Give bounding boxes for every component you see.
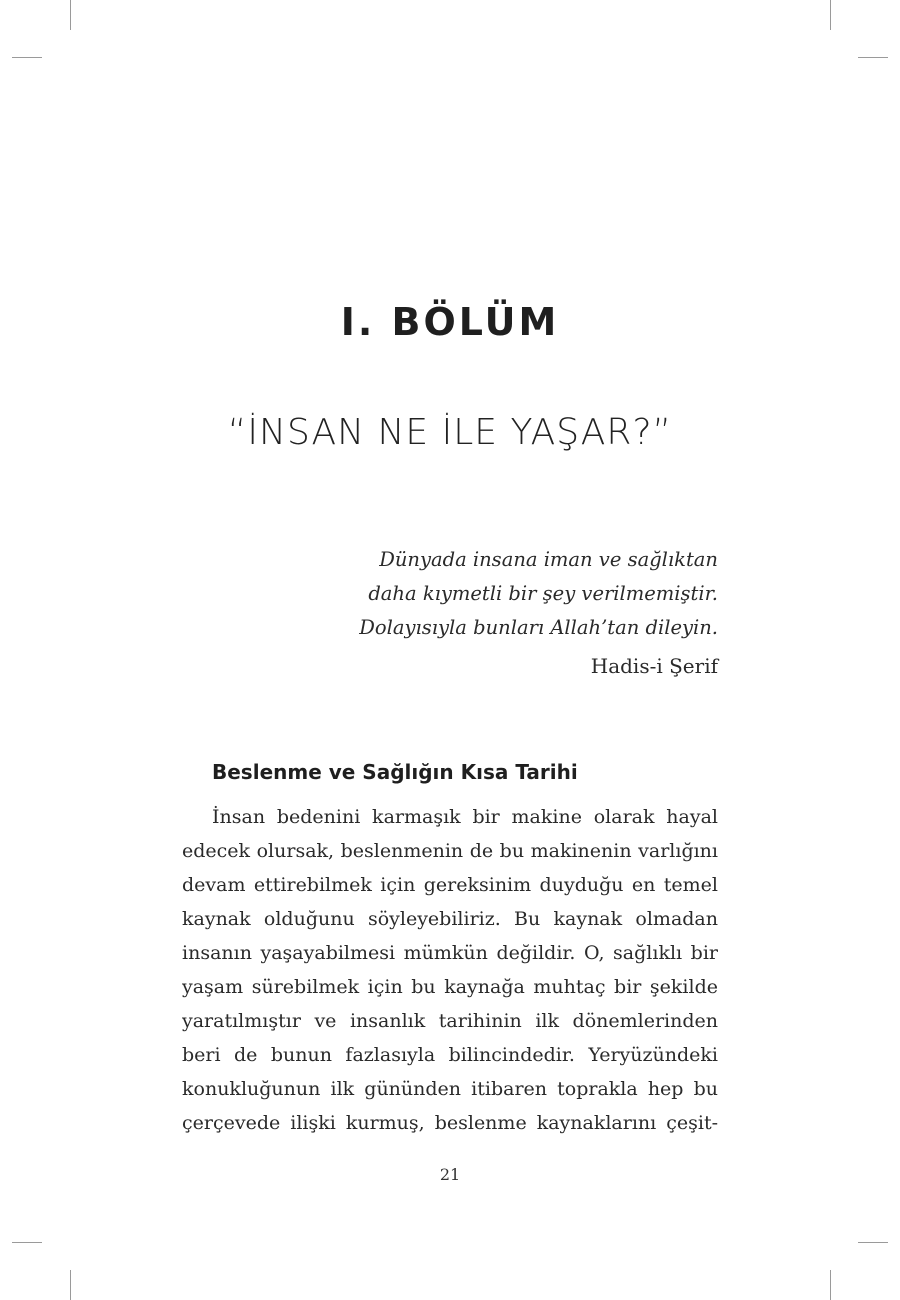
body-line: insanın yaşayabilmesi mümkün değildir. O, sağlıklı bir <box>182 942 718 964</box>
crop-mark-top-left-horizontal <box>12 57 42 58</box>
body-line: kaynak olduğunu söyleyebiliriz. Bu kaynak olmadan <box>182 908 718 930</box>
epigraph-source: Hadis-i Şerif <box>590 654 718 678</box>
crop-mark-bottom-left-horizontal <box>12 1242 42 1243</box>
body-line: beri de bunun fazlasıyla bilincindedir. Yeryüzündeki <box>182 1044 718 1066</box>
body-line: edecek olursak, beslenmenin de bu makinenin varlığını <box>182 840 718 862</box>
body-paragraph <box>182 800 718 1140</box>
section-heading: Beslenme ve Sağlığın Kısa Tarihi <box>212 760 578 784</box>
body-line: devam ettirebilmek için gereksinim duyduğu en temel <box>182 874 718 896</box>
crop-mark-top-right-horizontal <box>858 57 888 58</box>
body-line: çerçevede ilişki kurmuş, beslenme kaynaklarını çeşit- <box>182 1112 718 1134</box>
epigraph <box>359 543 718 683</box>
crop-mark-bottom-left <box>70 1270 71 1300</box>
crop-mark-top-left <box>70 0 71 30</box>
body-line: İnsan bedenini karmaşık bir makine olarak hayal <box>212 806 718 828</box>
epigraph-line: daha kıymetli bir şey verilmemiştir. <box>368 582 718 605</box>
body-line: yaratılmıştır ve insanlık tarihinin ilk dönemlerinden <box>182 1010 718 1032</box>
epigraph-line: Dolayısıyla bunları Allah’tan dileyin. <box>359 616 718 639</box>
body-line: konukluğunun ilk gününden itibaren toprakla hep bu <box>182 1078 718 1100</box>
crop-mark-top-right <box>830 0 831 30</box>
crop-mark-bottom-right <box>830 1270 831 1300</box>
epigraph-line: Dünyada insana iman ve sağlıktan <box>379 548 718 571</box>
chapter-number: I. BÖLÜM <box>340 300 560 344</box>
body-line: yaşam sürebilmek için bu kaynağa muhtaç bir şekilde <box>182 976 718 998</box>
page-number: 21 <box>439 1165 461 1184</box>
chapter-title: “İNSAN NE İLE YAŞAR?” <box>227 412 673 453</box>
crop-mark-bottom-right-horizontal <box>858 1242 888 1243</box>
